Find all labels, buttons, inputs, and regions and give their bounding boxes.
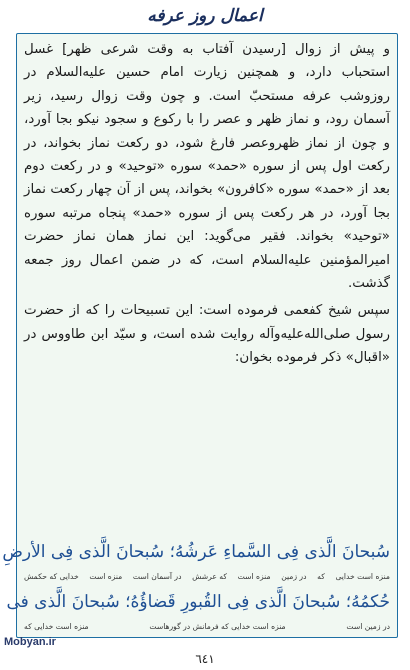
gloss-word: منزه است xyxy=(89,572,123,581)
site-logo-text: Mobyan.ir xyxy=(4,636,56,648)
gloss-word: که xyxy=(317,572,325,581)
gloss-word: خدایی که حکمش xyxy=(24,572,79,581)
translation-gloss-row xyxy=(24,572,390,581)
page-number: ٦٤١ xyxy=(195,652,215,666)
gloss-word: منزه است xyxy=(237,572,271,581)
gloss-word: در آسمان است xyxy=(132,572,182,581)
arabic-supplication-line: حُكمُهُ؛ سُبحانَ الَّذى فِى القُبورِ قَضاؤُهُ؛ سُبحانَ الَّذى فى xyxy=(6,592,390,612)
text-body xyxy=(24,38,390,370)
gloss-word: در زمین xyxy=(281,572,307,581)
paragraph: و پیش از زوال [رسیدن آفتاب به وقت شرعی ظهر] غسل استحباب دارد، و همچنین زیارت امام حسین عليه‌السلام در روزوشب عرفه مستحبّ است. و چون وقت زوال رسید، زیر آسمان رود، و نماز ظهر و عصر را با رکوع و سجود نیکو بجا آورد، و چون از نماز ظهروعصر فارغ شود، دو رکعت نماز بخواند، در رکعت اول پس از سوره «حمد» سوره «توحید» و در رکعت دوم بعد از «حمد» سوره «کافرون» بخواند، پس از آن چهار رکعت نماز بجا آورد، در هر رکعت پس از سوره «حمد» پنجاه مرتبه سوره «توحید» بخواند. فقیر می‌گوید: این نماز همان نماز حضرت امیرالمؤمنین عليه‌السلام است، که در ضمن اعمال روز جمعه گذشت. xyxy=(24,42,390,292)
gloss-word: منزه است خدایی که فرمانش در گورهاست xyxy=(149,622,286,631)
gloss-word: در زمین است xyxy=(346,622,390,631)
gloss-word: که عرشش xyxy=(192,572,227,581)
gloss-word: منزه است خدایی که xyxy=(24,622,89,631)
gloss-word: منزه است خدایی xyxy=(335,572,390,581)
page-header xyxy=(0,6,410,26)
arabic-supplication-line: سُبحانَ الَّذى فِى السَّماءِ عَرشُهُ؛ سُبحانَ الَّذى فِى الأرضِ xyxy=(2,542,390,562)
translation-gloss-row xyxy=(24,622,390,631)
paragraph: سپس شیخ کفعمی فرموده است: این تسبیحات را که از حضرت رسول صلى‌الله‌عليه‌وآله روایت شده است، و سیّد ابن طاووس در «اقبال» ذکر فرموده بخوان: xyxy=(24,303,390,366)
page-title: اعمال روز عرفه xyxy=(147,6,263,26)
